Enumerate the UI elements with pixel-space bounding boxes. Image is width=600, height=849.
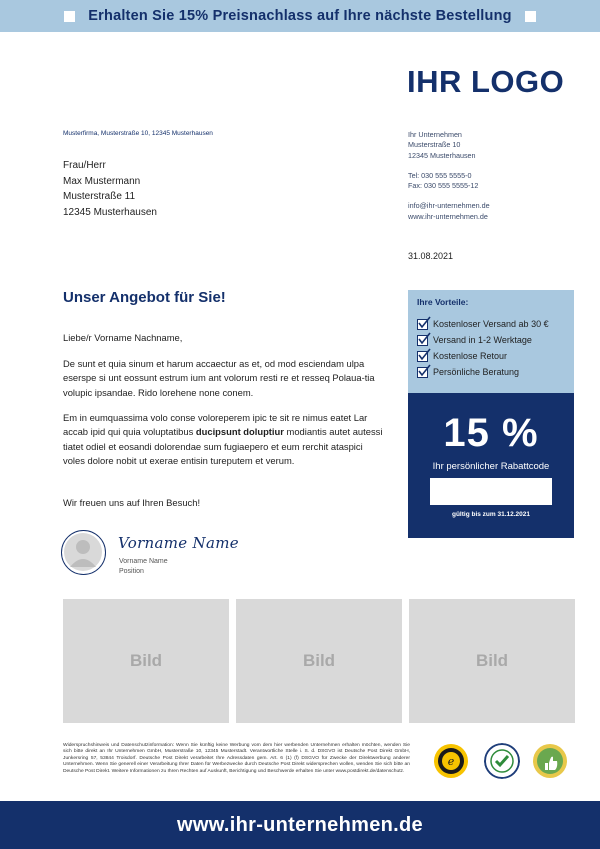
letter-closing: Wir freuen uns auf Ihren Besuch! (63, 497, 201, 508)
benefits-title: Ihre Vorteile: (417, 297, 469, 307)
company-street: Musterstraße 10 (408, 140, 461, 150)
image-placeholder: Bild (63, 599, 229, 723)
footer-url[interactable]: www.ihr-unternehmen.de (177, 813, 423, 836)
banner-square-right (525, 11, 536, 22)
handwritten-signature: Vorname Name (118, 534, 239, 552)
sender-return-address: Musterfirma, Musterstraße 10, 12345 Musterhausen (63, 130, 213, 137)
checkbox-checked-icon (417, 351, 428, 362)
company-info (408, 130, 490, 222)
checkbox-checked-icon (417, 367, 428, 378)
discount-box (408, 393, 574, 538)
benefit-label: Kostenlose Retour (433, 351, 508, 361)
benefit-item (417, 348, 565, 364)
benefit-label: Versand in 1-2 Werktage (433, 335, 532, 345)
discount-code-field[interactable] (430, 478, 552, 505)
banner-text: Erhalten Sie 15% Preisnachlass auf Ihre nächste Bestellung (88, 8, 512, 24)
letter-paragraph-1: De sunt et quia sinum et harum accaectur as et, od mod esciendam ulpa eserspe si unt eossunt estrum ium ant volorum resti re et resseq Polaua-tia volupic ipsandae. Rido lorehene none conem. (63, 358, 375, 398)
promo-banner (0, 0, 600, 32)
recipient-line: Frau/Herr (63, 160, 106, 171)
person-icon (62, 531, 106, 575)
svg-text:e: e (447, 755, 455, 768)
para2-text-before: Em in eumquassima volo conse voloreperem ipic te sit re nimus eatet Lar accab ipid qui quia voluptatibus (63, 412, 368, 438)
company-email[interactable]: info@ihr-unternehmen.de (408, 201, 490, 211)
para2-bold-text: ducipsunt doluptiur (195, 426, 284, 438)
signature-block (119, 557, 168, 577)
recipient-line: Max Mustermann (63, 175, 141, 187)
company-logo: IHR LOGO (407, 64, 565, 99)
legal-notice: Widerspruchshinweis und Datenschutzinformation: Wenn Sie künftig keine Werbung vom dem hier werbenden Unternehmen erhalten möchten, wenden Sie sich bitte direkt an Ihr Unternehmen GmbH, Musterstraße 10, 12345 Musterstadt. Verantwortliche Stelle i. S. d. DSGVO ist Deutsche Post Direkt GmbH, Junkersring 57, 53844 Troisdorf. Deutsche Post Direkt verarbeitet Ihre Adressdaten gem. Art. 6 (1) (f) DSGVO für Zwecke der Direktwerbung anderer Unternehmen. Wenn Sie generell einer Verarbeitung Ihrer Daten für Werbezwecke durch Deutsche Post Direkt widersprechen wollen, wenden Sie sich bitte an Deutsche Post Direkt. Weitere Informationen zu Ihren Rechten auf Auskunft, Berichtigung und Beschwerde erhalten Sie unter www.postdirekt.de/datenschutz. (63, 743, 410, 774)
company-web[interactable]: www.ihr-unternehmen.de (408, 211, 488, 221)
company-tel: Tel: 030 555 5555-0 (408, 170, 472, 180)
letter-salutation: Liebe/r Vorname Nachname, (63, 332, 183, 343)
footer-bar (0, 801, 600, 849)
avatar (61, 530, 106, 575)
best-award-badge-icon (532, 743, 568, 779)
benefit-label: Kostenloser Versand ab 30 € (433, 319, 549, 329)
letter-date: 31.08.2021 (408, 251, 454, 261)
benefit-item (417, 316, 565, 332)
company-city: 12345 Musterhausen (408, 150, 476, 160)
letter-headline: Unser Angebot für Sie! (63, 289, 226, 306)
benefits-box (408, 290, 574, 393)
image-placeholder: Bild (409, 599, 575, 723)
signature-name: Vorname Name (119, 558, 168, 565)
benefit-item (417, 332, 565, 348)
discount-percent: 15 % (443, 411, 539, 455)
para2-text-after: modiantis autet autessi tiatet odiel et eosandi dolorendae sum fugiaepero et eum rerchit ataspici voles dolore nobit ut exerae entisin tureputem et verum. (63, 426, 383, 467)
recipient-line: 12345 Musterhausen (63, 206, 157, 218)
signature-position: Position (119, 568, 144, 575)
checkbox-checked-icon (417, 335, 428, 346)
verified-webshop-badge-icon (484, 743, 520, 779)
benefit-label: Persönliche Beratung (433, 367, 520, 377)
recipient-line: Musterstraße 11 (63, 191, 136, 202)
checkbox-checked-icon (417, 319, 428, 330)
letter-paragraph-2 (63, 411, 385, 469)
benefit-item (417, 364, 565, 380)
trusted-shops-badge-icon (433, 743, 469, 779)
recipient-address (63, 158, 157, 220)
company-name: Ihr Unternehmen (408, 130, 462, 139)
discount-label: Ihr persönlicher Rabattcode (432, 461, 550, 472)
company-fax: Fax: 030 555 5555-12 (408, 181, 479, 191)
banner-square-left (64, 11, 75, 22)
discount-validity: gültig bis zum 31.12.2021 (451, 511, 531, 518)
image-placeholder: Bild (236, 599, 402, 723)
